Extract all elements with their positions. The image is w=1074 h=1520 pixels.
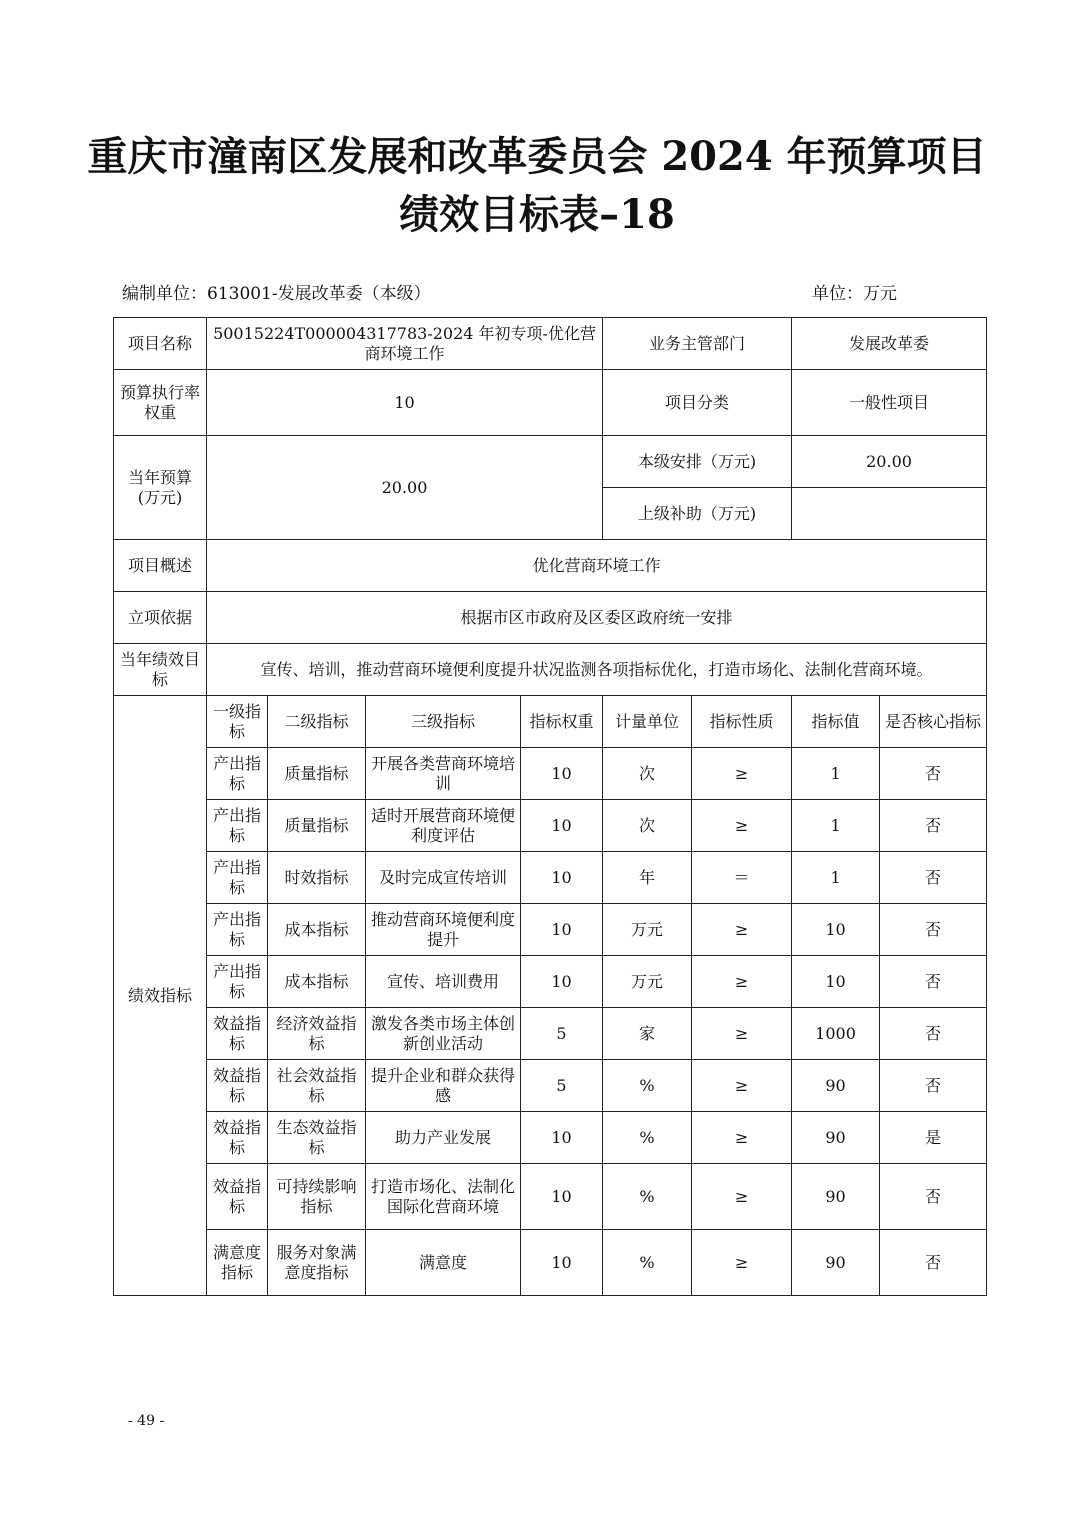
currency-unit: 单位：万元 xyxy=(812,284,897,304)
level3-header: 三级指标 xyxy=(366,696,521,748)
weight-cell: 10 xyxy=(521,1112,603,1164)
level1-header: 一级指标 xyxy=(207,696,268,748)
nature-cell: ≥ xyxy=(692,1164,792,1230)
category-value: 一般性项目 xyxy=(792,370,987,436)
row-goal xyxy=(114,644,987,696)
value-header: 指标值 xyxy=(792,696,880,748)
level1-cell: 效益指标 xyxy=(207,1164,268,1230)
indicator-row xyxy=(114,748,987,800)
core-cell: 否 xyxy=(880,748,987,800)
document-title xyxy=(0,128,1074,244)
dept-value: 发展改革委 xyxy=(792,318,987,370)
superior-value xyxy=(792,488,987,540)
level3-cell: 适时开展营商环境便利度评估 xyxy=(366,800,521,852)
weight-cell: 10 xyxy=(521,956,603,1008)
basis-label: 立项依据 xyxy=(114,592,207,644)
value-cell: 10 xyxy=(792,956,880,1008)
weight-cell: 10 xyxy=(521,1230,603,1296)
page-number: - 49 - xyxy=(128,1413,165,1429)
basis-value: 根据市区市政府及区委区政府统一安排 xyxy=(207,592,987,644)
indicator-row xyxy=(114,1008,987,1060)
weight-cell: 10 xyxy=(521,1164,603,1230)
indicator-row xyxy=(114,904,987,956)
performance-table xyxy=(113,317,987,1296)
unit-cell: 次 xyxy=(603,800,692,852)
indicator-row xyxy=(114,956,987,1008)
nature-cell: ≥ xyxy=(692,1112,792,1164)
indicator-row xyxy=(114,852,987,904)
unit-cell: 万元 xyxy=(603,956,692,1008)
nature-cell: ≥ xyxy=(692,1008,792,1060)
level2-cell: 经济效益指标 xyxy=(268,1008,366,1060)
unit-cell: 万元 xyxy=(603,904,692,956)
core-cell: 否 xyxy=(880,800,987,852)
category-label: 项目分类 xyxy=(603,370,792,436)
core-header: 是否核心指标 xyxy=(880,696,987,748)
core-cell: 否 xyxy=(880,1230,987,1296)
level1-cell: 产出指标 xyxy=(207,800,268,852)
unit-cell: 次 xyxy=(603,748,692,800)
project-name-value: 50015224T000004317783-2024 年初专项-优化营商环境工作 xyxy=(207,318,603,370)
indicator-row xyxy=(114,800,987,852)
unit-cell: 家 xyxy=(603,1008,692,1060)
weight-cell: 5 xyxy=(521,1008,603,1060)
level2-cell: 质量指标 xyxy=(268,748,366,800)
nature-cell: ≥ xyxy=(692,904,792,956)
nature-cell: ≥ xyxy=(692,1230,792,1296)
core-cell: 否 xyxy=(880,956,987,1008)
project-name-label: 项目名称 xyxy=(114,318,207,370)
row-project-name xyxy=(114,318,987,370)
row-basis xyxy=(114,592,987,644)
row-overview xyxy=(114,540,987,592)
value-cell: 90 xyxy=(792,1060,880,1112)
goal-value: 宣传、培训，推动营商环境便利度提升状况监测各项指标优化，打造市场化、法制化营商环境。 xyxy=(207,644,987,696)
level3-cell: 推动营商环境便利度提升 xyxy=(366,904,521,956)
level1-cell: 产出指标 xyxy=(207,904,268,956)
value-cell: 90 xyxy=(792,1164,880,1230)
value-cell: 1 xyxy=(792,852,880,904)
level3-cell: 满意度 xyxy=(366,1230,521,1296)
nature-cell: ＝ xyxy=(692,852,792,904)
nature-cell: ≥ xyxy=(692,748,792,800)
level2-header: 二级指标 xyxy=(268,696,366,748)
title-line-1: 重庆市潼南区发展和改革委员会 2024 年预算项目 xyxy=(87,133,987,180)
level1-cell: 产出指标 xyxy=(207,852,268,904)
dept-label: 业务主管部门 xyxy=(603,318,792,370)
level3-cell: 及时完成宣传培训 xyxy=(366,852,521,904)
level3-cell: 激发各类市场主体创新创业活动 xyxy=(366,1008,521,1060)
nature-cell: ≥ xyxy=(692,1060,792,1112)
level2-cell: 服务对象满意度指标 xyxy=(268,1230,366,1296)
weight-cell: 10 xyxy=(521,852,603,904)
value-cell: 90 xyxy=(792,1112,880,1164)
nature-header: 指标性质 xyxy=(692,696,792,748)
level2-cell: 时效指标 xyxy=(268,852,366,904)
level3-cell: 宣传、培训费用 xyxy=(366,956,521,1008)
unit-cell: 年 xyxy=(603,852,692,904)
level1-cell: 效益指标 xyxy=(207,1112,268,1164)
nature-cell: ≥ xyxy=(692,956,792,1008)
row-weight xyxy=(114,370,987,436)
core-cell: 否 xyxy=(880,904,987,956)
indicator-row xyxy=(114,1164,987,1230)
level2-cell: 可持续影响指标 xyxy=(268,1164,366,1230)
weight-header: 指标权重 xyxy=(521,696,603,748)
level2-cell: 成本指标 xyxy=(268,904,366,956)
level1-cell: 产出指标 xyxy=(207,956,268,1008)
indicator-row xyxy=(114,1230,987,1296)
core-cell: 否 xyxy=(880,1164,987,1230)
level1-cell: 产出指标 xyxy=(207,748,268,800)
weight-cell: 5 xyxy=(521,1060,603,1112)
core-cell: 否 xyxy=(880,1060,987,1112)
level3-cell: 助力产业发展 xyxy=(366,1112,521,1164)
weight-cell: 10 xyxy=(521,904,603,956)
weight-cell: 10 xyxy=(521,800,603,852)
core-cell: 是 xyxy=(880,1112,987,1164)
level2-cell: 成本指标 xyxy=(268,956,366,1008)
indicator-header-row xyxy=(114,696,987,748)
local-label: 本级安排（万元) xyxy=(603,436,792,488)
budget-value: 20.00 xyxy=(207,436,603,540)
indicator-row xyxy=(114,1060,987,1112)
level3-cell: 开展各类营商环境培训 xyxy=(366,748,521,800)
weight-label: 预算执行率权重 xyxy=(114,370,207,436)
overview-label: 项目概述 xyxy=(114,540,207,592)
value-cell: 90 xyxy=(792,1230,880,1296)
level1-cell: 效益指标 xyxy=(207,1060,268,1112)
level2-cell: 质量指标 xyxy=(268,800,366,852)
level3-cell: 打造市场化、法制化国际化营商环境 xyxy=(366,1164,521,1230)
goal-label: 当年绩效目标 xyxy=(114,644,207,696)
title-line-2: 绩效目标表–18 xyxy=(399,191,675,238)
budget-label: 当年预算(万元) xyxy=(114,436,207,540)
local-value: 20.00 xyxy=(792,436,987,488)
unit-cell: % xyxy=(603,1060,692,1112)
superior-label: 上级补助（万元) xyxy=(603,488,792,540)
level1-cell: 效益指标 xyxy=(207,1008,268,1060)
value-cell: 10 xyxy=(792,904,880,956)
indicators-section-label: 绩效指标 xyxy=(114,696,207,1296)
level2-cell: 生态效益指标 xyxy=(268,1112,366,1164)
unit-header: 计量单位 xyxy=(603,696,692,748)
level1-cell: 满意度指标 xyxy=(207,1230,268,1296)
value-cell: 1 xyxy=(792,800,880,852)
weight-cell: 10 xyxy=(521,748,603,800)
row-budget xyxy=(114,436,987,488)
unit-cell: % xyxy=(603,1230,692,1296)
unit-cell: % xyxy=(603,1112,692,1164)
overview-value: 优化营商环境工作 xyxy=(207,540,987,592)
level2-cell: 社会效益指标 xyxy=(268,1060,366,1112)
value-cell: 1 xyxy=(792,748,880,800)
weight-value: 10 xyxy=(207,370,603,436)
level3-cell: 提升企业和群众获得感 xyxy=(366,1060,521,1112)
core-cell: 否 xyxy=(880,852,987,904)
unit-cell: % xyxy=(603,1164,692,1230)
core-cell: 否 xyxy=(880,1008,987,1060)
value-cell: 1000 xyxy=(792,1008,880,1060)
indicator-row xyxy=(114,1112,987,1164)
nature-cell: ≥ xyxy=(692,800,792,852)
compiling-unit: 编制单位：613001-发展改革委（本级） xyxy=(122,284,431,304)
